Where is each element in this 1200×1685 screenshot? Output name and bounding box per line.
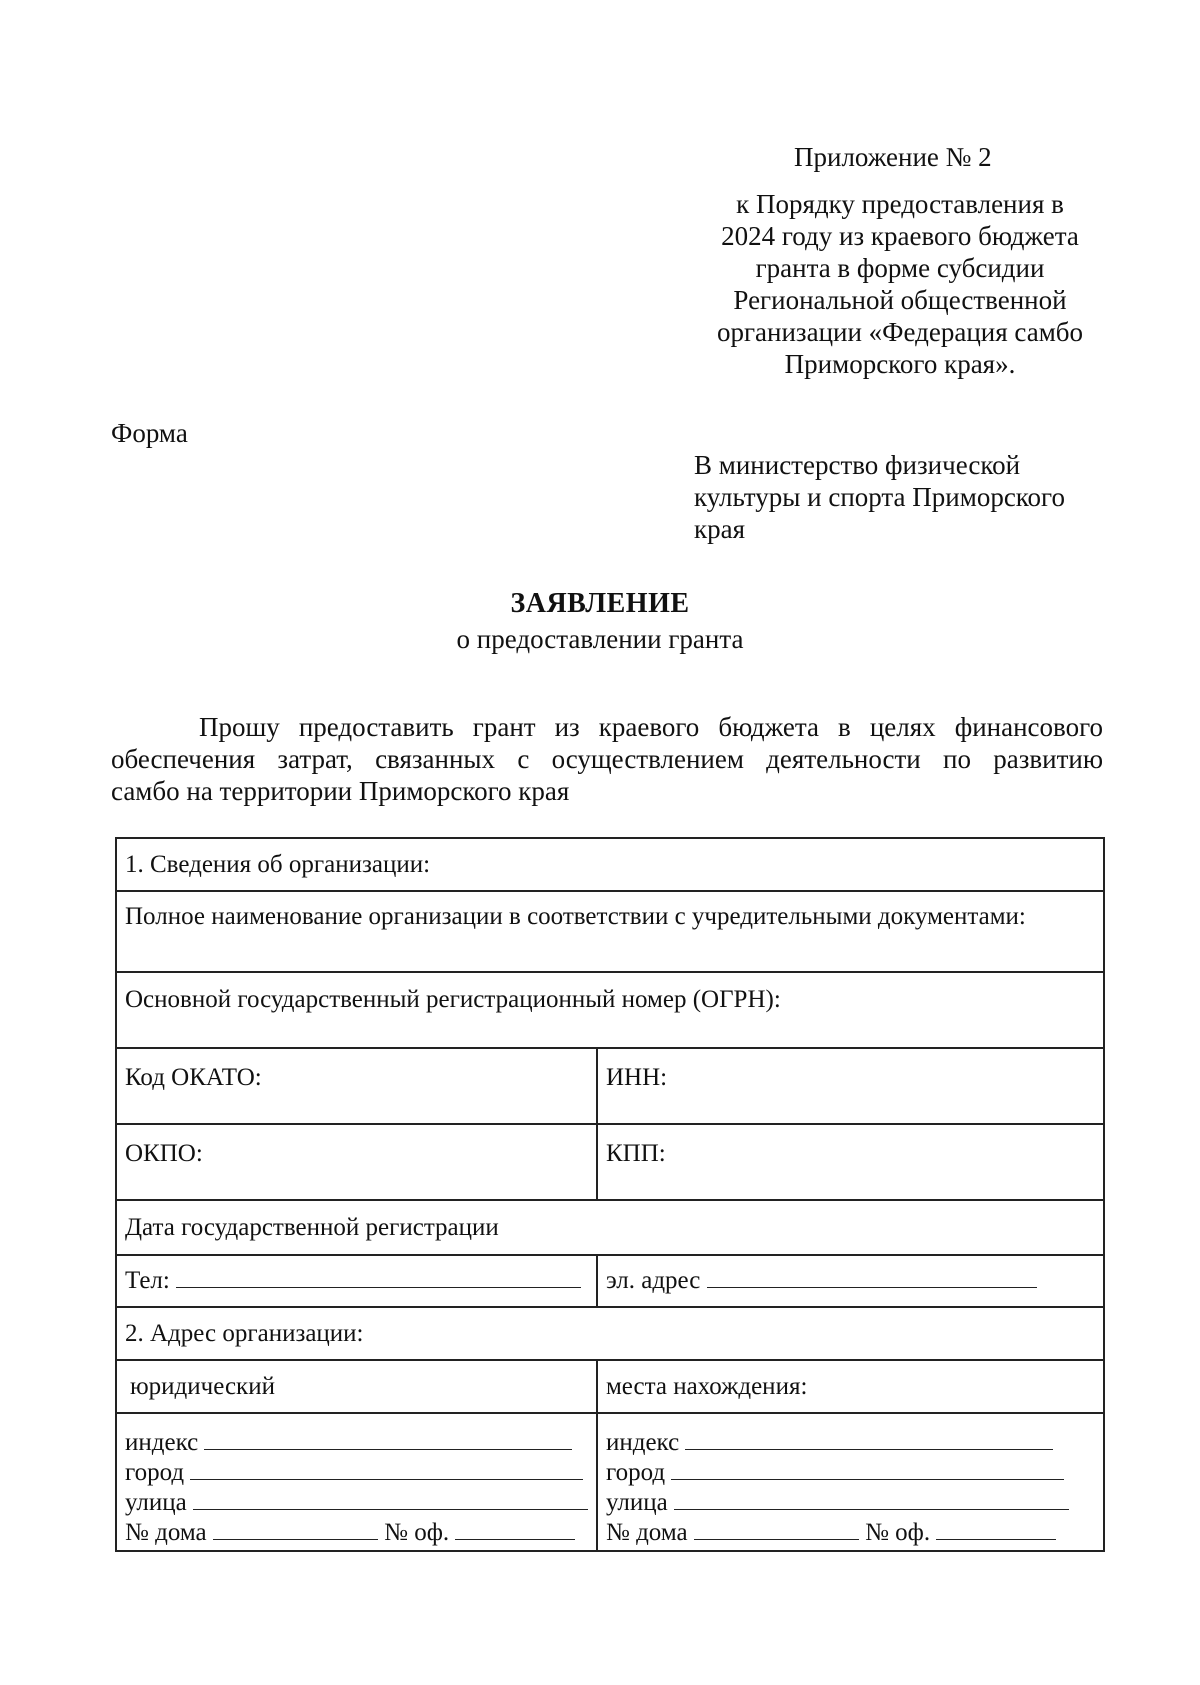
phone-input-line[interactable] [176, 1266, 581, 1288]
addressee-line: культуры и спорта Приморского [694, 482, 1065, 512]
location-city-label: город [605, 1459, 666, 1486]
email-input-line[interactable] [707, 1266, 1037, 1288]
document-subtitle: о предоставлении гранта [456, 624, 744, 654]
location-street-row[interactable] [606, 1488, 1095, 1518]
legal-city-row[interactable] [125, 1458, 588, 1488]
location-index-input-line[interactable] [685, 1428, 1053, 1450]
addressee-line: В министерство физической [694, 450, 1021, 480]
appendix-reference [690, 188, 1110, 380]
location-street-input-line[interactable] [674, 1488, 1069, 1510]
appendix-line: к Порядку предоставления в [736, 189, 1064, 219]
legal-address-header: юридический [116, 1360, 597, 1413]
appendix-line: 2024 году из краевого бюджета [721, 221, 1079, 251]
request-line: обеспечения затрат, связанных с осуществлением деятельности по развитию [111, 744, 1103, 774]
request-line: самбо на территории Приморского края [111, 776, 570, 806]
appendix-line: Региональной общественной [733, 285, 1067, 315]
email-field[interactable] [597, 1255, 1104, 1307]
inn-field[interactable]: ИНН: [597, 1048, 1104, 1124]
okpo-field[interactable]: ОКПО: [116, 1124, 597, 1200]
location-house-row[interactable] [606, 1518, 1095, 1548]
location-street-label: улица [605, 1489, 668, 1516]
legal-index-input-line[interactable] [204, 1428, 572, 1450]
location-city-input-line[interactable] [671, 1458, 1064, 1480]
legal-street-row[interactable] [125, 1488, 588, 1518]
full-name-field[interactable]: Полное наименование организации в соответствии с учредительными документами: [116, 891, 1104, 972]
location-address-fields [597, 1413, 1104, 1551]
addressee-line: края [694, 514, 746, 544]
request-line: Прошу предоставить грант из краевого бюджета в целях финансового [199, 712, 1103, 742]
registration-date-field[interactable]: Дата государственной регистрации [116, 1200, 1104, 1255]
phone-field[interactable] [116, 1255, 597, 1307]
legal-office-input-line[interactable] [455, 1518, 575, 1540]
legal-street-label: улица [125, 1489, 187, 1516]
application-form-table [115, 837, 1105, 1552]
legal-office-label: № оф. [384, 1519, 450, 1546]
legal-index-label: индекс [125, 1429, 199, 1456]
okato-field[interactable]: Код ОКАТО: [116, 1048, 597, 1124]
document-title: ЗАЯВЛЕНИЕ [510, 588, 690, 619]
legal-city-label: город [125, 1459, 185, 1486]
email-label: эл. адрес [605, 1267, 701, 1294]
location-office-input-line[interactable] [936, 1518, 1056, 1540]
location-city-row[interactable] [606, 1458, 1095, 1488]
org-info-section-header: 1. Сведения об организации: [116, 838, 1104, 891]
location-house-label: № дома [605, 1519, 688, 1546]
legal-city-input-line[interactable] [190, 1458, 583, 1480]
location-index-row[interactable] [606, 1428, 1095, 1458]
legal-house-label: № дома [125, 1519, 207, 1546]
legal-street-input-line[interactable] [193, 1488, 588, 1510]
location-house-input-line[interactable] [694, 1518, 859, 1540]
appendix-line: организации «Федерация самбо [716, 317, 1084, 347]
legal-index-row[interactable] [125, 1428, 588, 1458]
location-office-label: № оф. [865, 1519, 931, 1546]
appendix-title: Приложение № 2 [794, 142, 992, 172]
legal-house-input-line[interactable] [213, 1518, 378, 1540]
addressee [694, 449, 1065, 545]
legal-house-row[interactable] [125, 1518, 588, 1548]
address-section-header: 2. Адрес организации: [116, 1307, 1104, 1360]
phone-label: Тел: [125, 1267, 170, 1294]
location-address-header: места нахождения: [597, 1360, 1104, 1413]
legal-address-fields [116, 1413, 597, 1551]
appendix-line: Приморского края». [784, 349, 1016, 379]
request-paragraph [111, 711, 1103, 807]
appendix-line: гранта в форме субсидии [755, 253, 1045, 283]
ogrn-field[interactable]: Основной государственный регистрационный номер (ОГРН): [116, 972, 1104, 1048]
kpp-field[interactable]: КПП: [597, 1124, 1104, 1200]
location-index-label: индекс [605, 1429, 680, 1456]
form-label: Форма [111, 418, 188, 448]
